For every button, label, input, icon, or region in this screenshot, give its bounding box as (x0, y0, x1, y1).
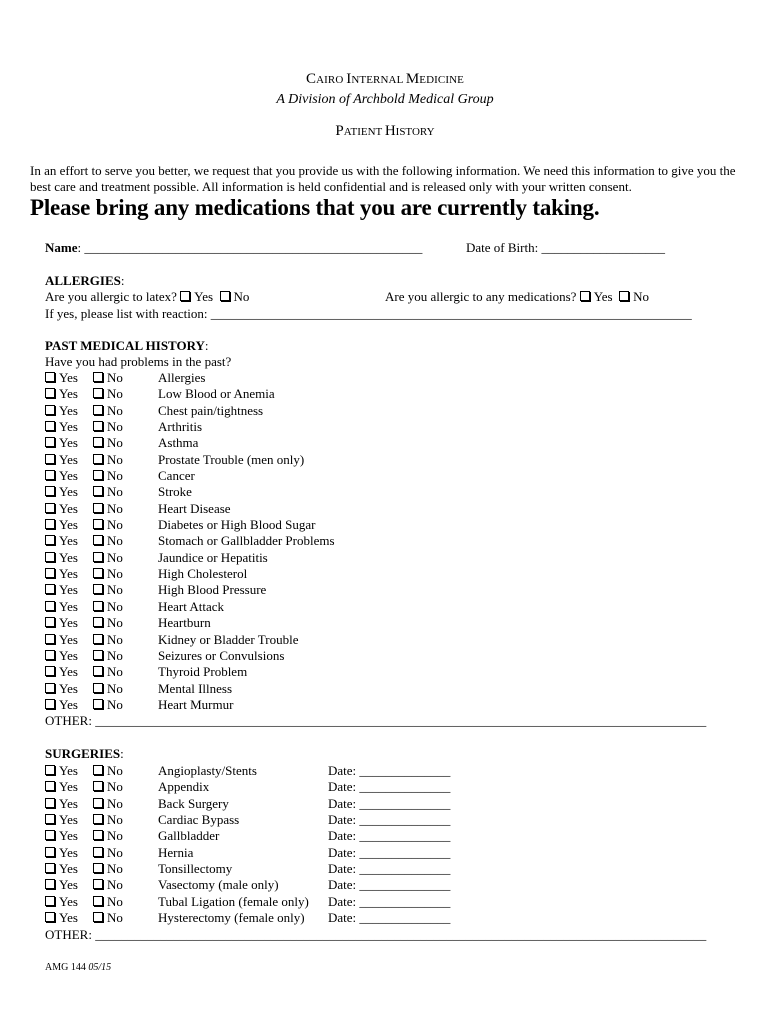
yes-checkbox[interactable] (45, 699, 55, 709)
yes-option (45, 812, 78, 828)
no-option (93, 632, 123, 648)
yes-option (45, 697, 78, 713)
title-letter: H (384, 123, 396, 139)
no-checkbox[interactable] (93, 372, 103, 382)
no-checkbox[interactable] (93, 634, 103, 644)
no-checkbox[interactable] (93, 765, 103, 775)
no-option (93, 501, 123, 517)
no-checkbox[interactable] (93, 666, 103, 676)
yes-label: Yes (59, 828, 78, 844)
no-label: No (107, 402, 123, 418)
condition-label: Heartburn (158, 615, 211, 631)
no-label: No (107, 566, 123, 582)
no-option (93, 796, 123, 812)
no-label: No (107, 533, 123, 549)
no-option (93, 877, 123, 893)
surgery-label: Tubal Ligation (female only) (158, 893, 309, 909)
no-option (93, 648, 123, 664)
division-subtitle: A Division of Archbold Medical Group (276, 92, 494, 107)
surgery-date-field[interactable]: Date: ______________ (328, 812, 451, 828)
no-option (93, 435, 123, 451)
heading-colon: : (204, 338, 209, 353)
intro-paragraph: In an effort to serve you better, we request that you provide us with the following information. We need this information to give you the best care and treatment possible. All information is held confidential and is released only with your written consent. (30, 163, 736, 194)
surgery-label: Cardiac Bypass (158, 812, 240, 828)
yes-option (45, 501, 78, 517)
no-label: No (107, 582, 123, 598)
yes-option (45, 664, 78, 680)
no-checkbox[interactable] (93, 584, 103, 594)
yes-checkbox[interactable] (45, 568, 55, 578)
no-checkbox[interactable] (93, 568, 103, 578)
condition-label: Stroke (158, 484, 192, 500)
condition-label: Mental Illness (158, 680, 233, 696)
no-label: No (107, 386, 123, 402)
pmh-other-field[interactable]: OTHER: ______________________________________________________________________________________________ (45, 713, 707, 728)
surgery-label: Appendix (158, 779, 210, 795)
no-label: No (107, 549, 123, 565)
yes-option (45, 910, 78, 926)
condition-label: Seizures or Convulsions (158, 647, 285, 663)
no-checkbox[interactable] (93, 486, 103, 496)
yes-label: Yes (59, 779, 78, 795)
medication-allergy-row (385, 289, 649, 305)
yes-label: Yes (59, 647, 78, 663)
yes-checkbox[interactable] (45, 372, 55, 382)
no-checkbox[interactable] (93, 617, 103, 627)
yes-checkbox[interactable] (45, 683, 55, 693)
no-checkbox[interactable] (93, 519, 103, 529)
condition-label: Stomach or Gallbladder Problems (158, 533, 335, 549)
yes-option (45, 582, 78, 598)
org-letter: C (306, 71, 317, 87)
surgery-date-field[interactable]: Date: ______________ (328, 763, 451, 778)
surgery-label: Hysterectomy (female only) (158, 910, 305, 926)
yes-checkbox[interactable] (45, 454, 55, 464)
no-checkbox[interactable] (93, 912, 103, 922)
yes-checkbox[interactable] (45, 798, 55, 808)
yes-option (45, 632, 78, 648)
yes-option (45, 517, 78, 533)
yes-label: Yes (59, 696, 78, 712)
yes-checkbox[interactable] (45, 781, 55, 791)
yes-option (45, 550, 78, 566)
yes-checkbox[interactable] (45, 584, 55, 594)
surgery-date-field[interactable]: Date: ______________ (328, 877, 451, 893)
title-letter: P (335, 123, 344, 139)
yes-checkbox[interactable] (45, 863, 55, 873)
no-option (93, 484, 123, 500)
no-label: No (107, 893, 123, 909)
condition-label: Jaundice or Hepatitis (158, 549, 268, 565)
yes-checkbox[interactable] (45, 503, 55, 513)
no-option (93, 779, 123, 795)
no-label: No (107, 615, 123, 631)
condition-label: Chest pain/tightness (158, 402, 264, 418)
no-checkbox[interactable] (93, 650, 103, 660)
yes-checkbox[interactable] (45, 486, 55, 496)
yes-checkbox[interactable] (45, 601, 55, 611)
yes-label: Yes (59, 402, 78, 418)
no-option (93, 533, 123, 549)
medications-notice: Please bring any medications that you are currently taking. (30, 195, 600, 220)
allergies-heading (45, 273, 125, 289)
yes-checkbox[interactable] (45, 650, 55, 660)
form-title (0, 123, 770, 140)
yes-option (45, 877, 78, 893)
no-option (93, 697, 123, 713)
yes-label: Yes (59, 812, 78, 828)
yes-option (45, 435, 78, 451)
no-checkbox[interactable] (93, 699, 103, 709)
no-option (93, 550, 123, 566)
no-label: No (107, 647, 123, 663)
no-option (93, 403, 123, 419)
medication-question: Are you allergic to any medications? (385, 289, 577, 304)
latex-allergy-row (45, 289, 249, 305)
no-label: No (107, 664, 123, 680)
no-checkbox[interactable] (93, 437, 103, 447)
no-label: No (107, 680, 123, 696)
no-checkbox[interactable] (93, 896, 103, 906)
yes-checkbox[interactable] (45, 470, 55, 480)
surgery-date-field[interactable]: Date: ______________ (328, 893, 451, 909)
no-label: No (107, 419, 123, 435)
yes-checkbox[interactable] (45, 519, 55, 529)
no-option (93, 828, 123, 844)
yes-option (45, 845, 78, 861)
yes-checkbox[interactable] (45, 912, 55, 922)
yes-label: Yes (59, 549, 78, 565)
condition-label: Heart Disease (158, 500, 231, 516)
yes-checkbox[interactable] (45, 617, 55, 627)
condition-label: Diabetes or High Blood Sugar (158, 517, 316, 533)
yes-option (45, 452, 78, 468)
surgery-date-field[interactable]: Date: ______________ (328, 861, 451, 877)
yes-label: Yes (59, 386, 78, 402)
yes-label: Yes (59, 484, 78, 500)
no-label: No (107, 779, 123, 795)
surgeries-heading-text: SURGERIES (45, 746, 121, 761)
yes-label: Yes (59, 664, 78, 680)
no-option (93, 845, 123, 861)
condition-label: Heart Murmur (158, 696, 234, 712)
latex-question: Are you allergic to latex? (45, 289, 177, 304)
yes-option (45, 861, 78, 877)
condition-label: Cancer (158, 468, 195, 484)
no-checkbox[interactable] (93, 879, 103, 889)
yes-label: Yes (59, 533, 78, 549)
no-label: No (107, 435, 123, 451)
no-checkbox[interactable] (93, 552, 103, 562)
no-checkbox[interactable] (93, 405, 103, 415)
reaction-field[interactable]: If yes, please list with reaction: __________________________________________________________________________ (45, 306, 692, 321)
yes-label: Yes (593, 289, 613, 304)
no-option (93, 582, 123, 598)
yes-checkbox[interactable] (45, 847, 55, 857)
dob-field[interactable]: Date of Birth: ___________________ (466, 240, 665, 255)
yes-option (45, 763, 78, 779)
no-checkbox[interactable] (93, 503, 103, 513)
org-letter: I (346, 71, 352, 87)
no-label: No (107, 828, 123, 844)
yes-label: Yes (59, 435, 78, 451)
no-option (93, 370, 123, 386)
surgery-label: Back Surgery (158, 795, 229, 811)
no-option (93, 517, 123, 533)
form-revision-date: 05/15 (88, 962, 112, 973)
yes-label: Yes (59, 893, 78, 909)
yes-option (45, 648, 78, 664)
condition-label: Asthma (158, 435, 199, 451)
yes-checkbox[interactable] (45, 388, 55, 398)
surgery-date-field[interactable]: Date: ______________ (328, 779, 451, 795)
no-option (93, 386, 123, 402)
yes-label: Yes (59, 844, 78, 860)
yes-label: Yes (59, 500, 78, 516)
organization-name (0, 71, 770, 88)
surgery-label: Angioplasty/Stents (158, 763, 257, 778)
no-option (93, 452, 123, 468)
medication-no-checkbox[interactable] (619, 291, 629, 301)
surgeries-heading (45, 746, 124, 762)
condition-label: High Cholesterol (158, 566, 248, 582)
title-text: ATIENT (343, 126, 385, 138)
name-field[interactable]: : ____________________________________________________ (77, 240, 423, 255)
form-number: AMG 144 (45, 962, 86, 973)
no-label: No (107, 844, 123, 860)
no-checkbox[interactable] (93, 388, 103, 398)
condition-label: Thyroid Problem (158, 664, 248, 680)
condition-label: Heart Attack (158, 598, 225, 614)
pmh-question: Have you had problems in the past? (45, 354, 232, 369)
no-label: No (633, 289, 650, 304)
no-label: No (107, 861, 123, 877)
name-label: Name (45, 240, 78, 255)
no-label: No (107, 763, 123, 778)
surgery-label: Vasectomy (male only) (158, 877, 279, 893)
condition-label: High Blood Pressure (158, 582, 267, 598)
condition-label: Kidney or Bladder Trouble (158, 631, 299, 647)
no-checkbox[interactable] (93, 847, 103, 857)
yes-option (45, 370, 78, 386)
yes-checkbox[interactable] (45, 634, 55, 644)
condition-label: Arthritis (158, 419, 203, 435)
surgery-date-field[interactable]: Date: ______________ (328, 910, 451, 926)
no-option (93, 599, 123, 615)
yes-checkbox[interactable] (45, 405, 55, 415)
yes-label: Yes (59, 566, 78, 582)
no-option (93, 566, 123, 582)
no-label: No (233, 289, 250, 304)
yes-option (45, 894, 78, 910)
yes-label: Yes (59, 763, 78, 778)
condition-label: Low Blood or Anemia (158, 386, 275, 402)
yes-label: Yes (59, 598, 78, 614)
no-option (93, 894, 123, 910)
surgeries-other-field[interactable]: OTHER: ______________________________________________________________________________________________ (45, 927, 707, 942)
yes-label: Yes (59, 582, 78, 598)
condition-label: Prostate Trouble (men only) (158, 451, 305, 467)
no-label: No (107, 370, 123, 385)
no-label: No (107, 877, 123, 893)
yes-option (45, 386, 78, 402)
title-text: ISTORY (395, 126, 435, 138)
yes-checkbox[interactable] (45, 535, 55, 545)
no-label: No (107, 795, 123, 811)
no-option (93, 681, 123, 697)
yes-label: Yes (59, 680, 78, 696)
yes-label: Yes (59, 910, 78, 926)
no-option (93, 812, 123, 828)
latex-yes-checkbox[interactable] (180, 291, 190, 301)
surgery-label: Tonsillectomy (158, 861, 233, 877)
no-option (93, 468, 123, 484)
org-text: EDICINE (419, 74, 464, 86)
no-checkbox[interactable] (93, 601, 103, 611)
no-option (93, 664, 123, 680)
yes-option (45, 615, 78, 631)
condition-label: Allergies (158, 370, 206, 385)
no-checkbox[interactable] (93, 830, 103, 840)
yes-option (45, 419, 78, 435)
yes-option (45, 566, 78, 582)
no-label: No (107, 696, 123, 712)
no-label: No (107, 631, 123, 647)
no-checkbox[interactable] (93, 863, 103, 873)
yes-option (45, 828, 78, 844)
no-label: No (107, 500, 123, 516)
pmh-heading (45, 338, 209, 354)
yes-checkbox[interactable] (45, 879, 55, 889)
heading-colon: : (120, 273, 125, 288)
name-row (45, 240, 422, 256)
yes-checkbox[interactable] (45, 830, 55, 840)
no-option (93, 615, 123, 631)
surgery-date-field[interactable]: Date: ______________ (328, 844, 451, 860)
allergies-heading-text: ALLERGIES (45, 273, 121, 288)
yes-option (45, 533, 78, 549)
heading-colon: : (120, 746, 124, 761)
yes-label: Yes (59, 451, 78, 467)
org-text: NTERNAL (351, 74, 406, 86)
yes-checkbox[interactable] (45, 437, 55, 447)
no-label: No (107, 484, 123, 500)
no-checkbox[interactable] (93, 470, 103, 480)
pmh-heading-text: PAST MEDICAL HISTORY (45, 338, 205, 353)
medication-yes-checkbox[interactable] (580, 291, 590, 301)
form-code (45, 962, 111, 973)
no-option (93, 763, 123, 779)
yes-label: Yes (59, 631, 78, 647)
no-checkbox[interactable] (93, 454, 103, 464)
yes-checkbox[interactable] (45, 896, 55, 906)
yes-label: Yes (59, 615, 78, 631)
yes-label: Yes (59, 795, 78, 811)
yes-label: Yes (194, 289, 214, 304)
no-checkbox[interactable] (93, 421, 103, 431)
surgery-label: Hernia (158, 844, 194, 860)
no-option (93, 419, 123, 435)
yes-checkbox[interactable] (45, 666, 55, 676)
no-label: No (107, 598, 123, 614)
yes-option (45, 779, 78, 795)
yes-checkbox[interactable] (45, 421, 55, 431)
yes-option (45, 681, 78, 697)
no-label: No (107, 517, 123, 533)
yes-option (45, 796, 78, 812)
no-checkbox[interactable] (93, 781, 103, 791)
no-label: No (107, 451, 123, 467)
yes-option (45, 468, 78, 484)
yes-checkbox[interactable] (45, 552, 55, 562)
latex-no-checkbox[interactable] (220, 291, 230, 301)
org-letter: M (405, 71, 420, 87)
no-option (93, 861, 123, 877)
no-label: No (107, 468, 123, 484)
yes-checkbox[interactable] (45, 765, 55, 775)
surgery-label: Gallbladder (158, 828, 220, 844)
no-checkbox[interactable] (93, 535, 103, 545)
yes-label: Yes (59, 370, 78, 385)
no-checkbox[interactable] (93, 814, 103, 824)
yes-label: Yes (59, 468, 78, 484)
yes-option (45, 599, 78, 615)
yes-label: Yes (59, 419, 78, 435)
no-option (93, 910, 123, 926)
no-checkbox[interactable] (93, 798, 103, 808)
yes-label: Yes (59, 877, 78, 893)
yes-label: Yes (59, 517, 78, 533)
yes-option (45, 484, 78, 500)
surgery-date-field[interactable]: Date: ______________ (328, 795, 451, 811)
no-label: No (107, 910, 123, 926)
org-text: AIRO (316, 74, 347, 86)
surgery-date-field[interactable]: Date: ______________ (328, 828, 451, 844)
yes-checkbox[interactable] (45, 814, 55, 824)
no-checkbox[interactable] (93, 683, 103, 693)
yes-option (45, 403, 78, 419)
yes-label: Yes (59, 861, 78, 877)
no-label: No (107, 812, 123, 828)
